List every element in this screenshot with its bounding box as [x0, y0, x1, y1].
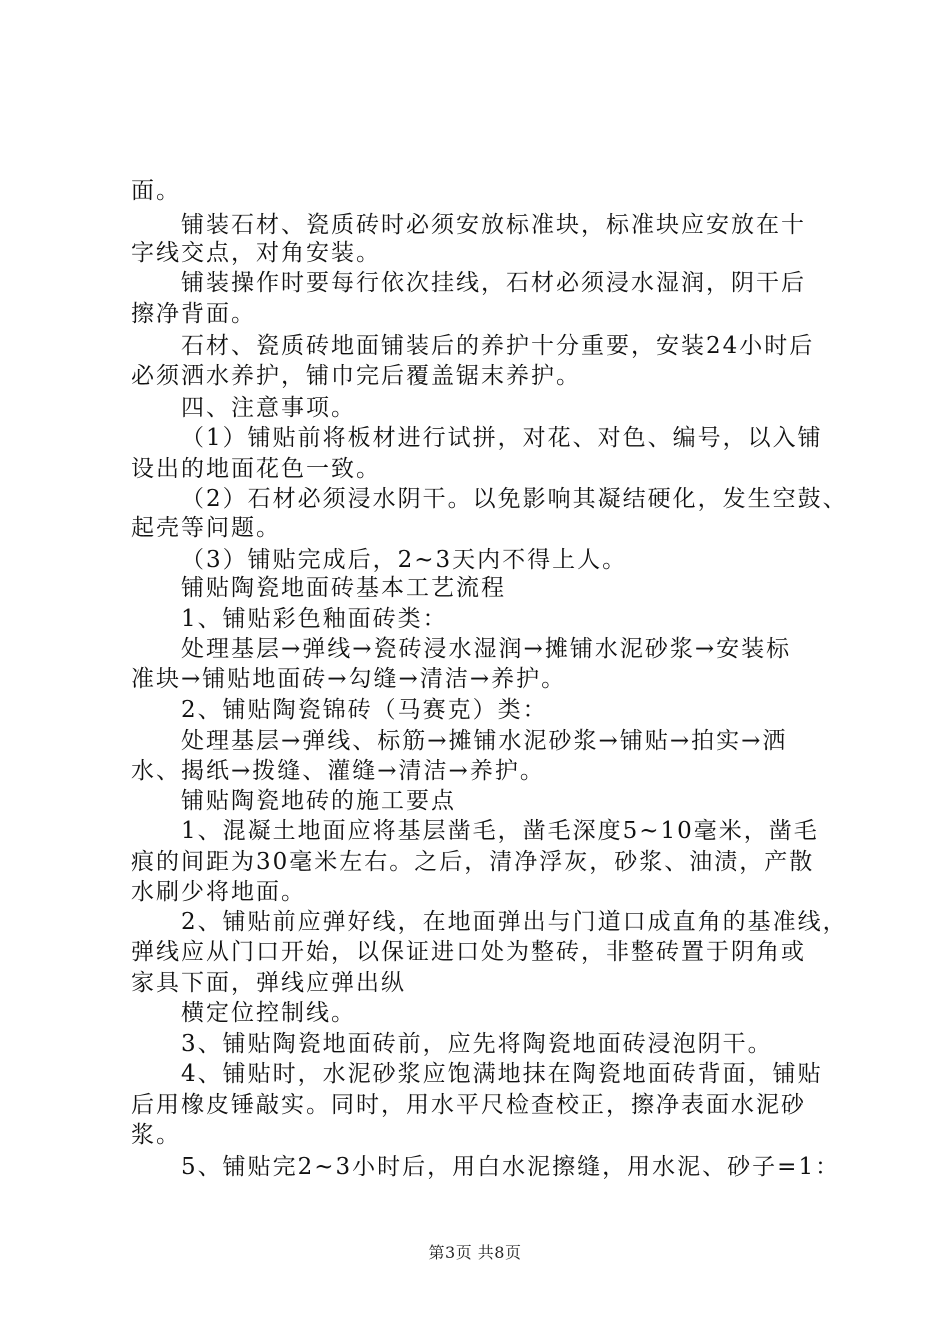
text-line: 3、铺贴陶瓷地面砖前，应先将陶瓷地面砖浸泡阴干。	[181, 1031, 773, 1057]
section-heading: 铺贴陶瓷地砖的施工要点	[181, 788, 456, 814]
page-number-footer: 第3页 共8页	[428, 1243, 522, 1262]
text-line: 处理基层→弹线、标筋→摊铺水泥砂浆→铺贴→拍实→洒	[181, 728, 788, 754]
text-line: 石材、瓷质砖地面铺装后的养护十分重要，安装24小时后	[181, 333, 815, 359]
text-line: （3）铺贴完成后，2~3天内不得上人。	[181, 547, 628, 573]
text-line: 4、铺贴时，水泥砂浆应饱满地抹在陶瓷地面砖背面，铺贴	[181, 1061, 823, 1087]
text-line: 横定位控制线。	[181, 1000, 356, 1026]
text-line: 浆。	[131, 1122, 181, 1148]
text-line: 水刷少将地面。	[131, 879, 306, 905]
text-line: （2）石材必须浸水阴干。以免影响其凝结硬化，发生空鼓、	[181, 486, 848, 512]
text-line: 弹线应从门口开始，以保证进口处为整砖，非整砖置于阴角或	[131, 939, 806, 965]
text-line: 5、铺贴完2~3小时后，用白水泥擦缝，用水泥、砂子=1：	[181, 1154, 841, 1180]
text-line: 水、揭纸→拨缝、灌缝→清洁→养护。	[131, 758, 545, 784]
text-line: 铺装石材、瓷质砖时必须安放标准块，标准块应安放在十	[181, 212, 806, 238]
text-line: 痕的间距为30毫米左右。之后，清净浮灰，砂浆、油渍，产散	[131, 849, 815, 875]
text-line: 处理基层→弹线→瓷砖浸水湿润→摊铺水泥砂浆→安装标	[181, 636, 792, 662]
text-line: 后用橡皮锤敲实。同时，用水平尺检查校正，擦净表面水泥砂	[131, 1092, 806, 1118]
text-line: 铺装操作时要每行依次挂线，石材必须浸水湿润，阴干后	[181, 270, 806, 296]
section-heading: 铺贴陶瓷地面砖基本工艺流程	[181, 575, 506, 601]
text-line: 家具下面，弹线应弹出纵	[131, 970, 406, 996]
text-line: 2、铺贴前应弹好线，在地面弹出与门道口成直角的基准线，	[181, 909, 848, 935]
text-line: 准块→铺贴地面砖→勾缝→清洁→养护。	[131, 666, 567, 692]
text-line: 1、铺贴彩色釉面砖类：	[181, 606, 448, 632]
text-line: （1）铺贴前将板材进行试拼，对花、对色、编号，以入铺	[181, 425, 823, 451]
text-line: 2、铺贴陶瓷锦砖（马赛克）类：	[181, 697, 548, 723]
text-line: 擦净背面。	[131, 301, 256, 327]
text-line: 必须洒水养护，铺巾完后覆盖锯末养护。	[131, 363, 581, 389]
text-line: 面。	[131, 178, 181, 204]
text-line: 起壳等问题。	[131, 515, 281, 541]
text-line: 1、混凝土地面应将基层凿毛，凿毛深度5~10毫米，凿毛	[181, 818, 819, 844]
text-line: 字线交点，对角安装。	[131, 240, 381, 266]
text-line: 设出的地面花色一致。	[131, 456, 381, 482]
section-heading: 四、注意事项。	[181, 395, 356, 421]
